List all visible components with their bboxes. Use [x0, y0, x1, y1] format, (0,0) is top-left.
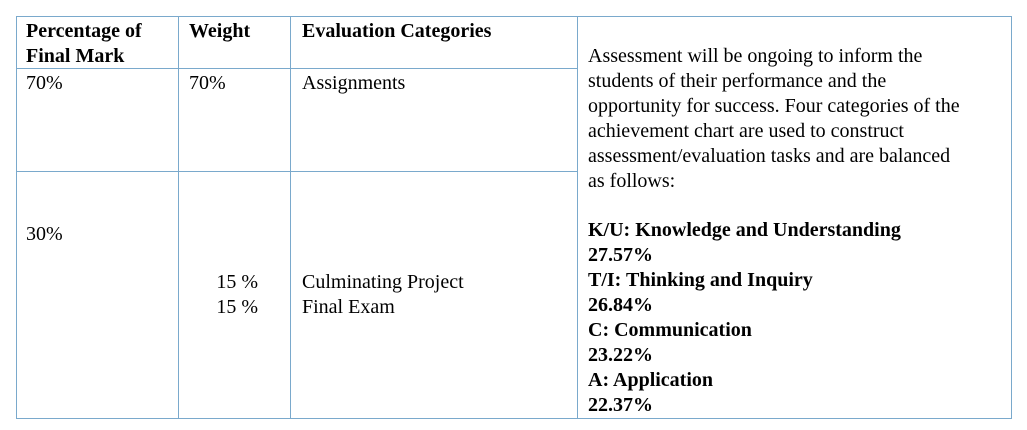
category-value-c: 23.22%	[588, 344, 653, 366]
category-value-ku: 27.57%	[588, 244, 653, 266]
description-line: assessment/evaluation tasks and are balanced	[588, 145, 951, 167]
category-label-ku: K/U: Knowledge and Understanding	[588, 219, 901, 241]
table-border-bottom	[16, 418, 1012, 419]
table-border-right	[1011, 16, 1012, 419]
category-value-a: 22.37%	[588, 394, 653, 416]
row2-category-1: Culminating Project	[302, 271, 464, 293]
description-line: achievement chart are used to construct	[588, 120, 904, 142]
column-divider	[290, 16, 291, 419]
description-line: students of their performance and the	[588, 70, 887, 92]
row1-percentage: 70%	[26, 72, 63, 94]
category-label-c: C: Communication	[588, 319, 752, 341]
header-evaluation-categories: Evaluation Categories	[302, 20, 492, 42]
header-percentage-line2: Final Mark	[26, 45, 125, 67]
table-border-top	[16, 16, 1012, 17]
header-weight: Weight	[189, 20, 251, 42]
category-label-ti: T/I: Thinking and Inquiry	[588, 269, 813, 291]
column-divider	[577, 16, 578, 419]
description-line: Assessment will be ongoing to inform the	[588, 45, 923, 67]
description-line: as follows:	[588, 170, 676, 192]
row2-percentage: 30%	[26, 223, 63, 245]
row2-category-2: Final Exam	[302, 296, 395, 318]
category-value-ti: 26.84%	[588, 294, 653, 316]
row-divider	[16, 171, 578, 172]
row2-weight-2: 15 %	[216, 296, 258, 318]
evaluation-table	[16, 16, 1012, 419]
table-border-left	[16, 16, 17, 419]
description-line: opportunity for success. Four categories of the	[588, 95, 960, 117]
category-label-a: A: Application	[588, 369, 714, 391]
row1-weight: 70%	[189, 72, 226, 94]
header-percentage-line1: Percentage of	[26, 20, 142, 42]
column-divider	[178, 16, 179, 419]
row1-category: Assignments	[302, 72, 406, 94]
row2-weight-1: 15 %	[216, 271, 258, 293]
